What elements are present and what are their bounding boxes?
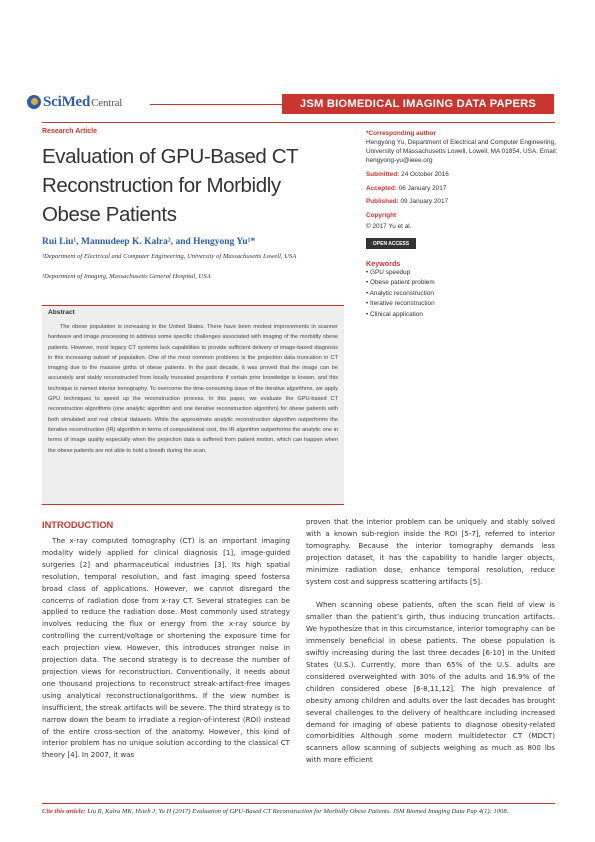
- keyword-item: • Iterative reconstruction: [366, 300, 435, 308]
- article-title: Evaluation of GPU-Based CT Reconstruction for Morbidly Obese Patients: [42, 145, 298, 226]
- logo-wordmark: SciMedCentral: [43, 93, 123, 110]
- keyword-item: • Analytic reconstruction: [366, 289, 434, 297]
- abstract-text: The obese population is increasing in the United States. There have been modest improvements in scanner hardware and image processing to address some specific challenges associated with imaging of the morbidly obese patients. However, most legacy CT systems lack capabilities to provide sufficient delivery of image-based diagnosis in this increasing subset of population. One of the most common problems is the projection data truncation in CT imaging due to the massive girths of obese patients. In the past decade, it was proved that the image can be accurately and stably reconstructed from locally truncated projections if certain prior knowledge is known, and this technique is named interior tomography. To overcome the time-consuming issue of the iterative algorithms, we apply GPU techniques to speed up the reconstruction process. In this paper, we evaluate the GPU-based CT reconstruction algorithms (one analytic algorithm and one iterative reconstruction algorithm) for obese patients with both simulated and real clinical datasets. While the approximate analytic reconstruction algorithm outperforms the iterative reconstruction (IR) algorithm in terms of computational cost, the IR algorithm outperforms the analytic one in terms of image quality especially when the projection data is suffered from patient motion, which can happen when the obese patients are not able to hold a breath during the scan.: [48, 324, 338, 454]
- affiliation-1: ¹Department of Electrical and Computer Engineering, University of Massachusetts Lowell, USA: [42, 253, 297, 260]
- copyright-value: © 2017 Yu et al.: [366, 223, 412, 230]
- author-list: Rui Liu¹, Mannudeep K. Kalra², and Hengyong Yu¹*: [42, 237, 256, 247]
- published-date: Published: 09 January 2017: [366, 198, 449, 205]
- scimed-logo-icon: [27, 95, 41, 109]
- header-rule: [42, 122, 555, 123]
- corresponding-author-label: *Corresponding author: [366, 130, 436, 137]
- paragraph: When scanning obese patients, often the scan field of view is smaller than the patient’s girth, thus inducing truncation artifacts. We hypothesize that in this circumstance, interior tomography can be immensely beneficial in obese patients. The obese population is swiftly increasing during the last three decades [6-10] in the United States (U.S.). Currently, more than 65% of the U.S. adults are considered overweighted with 30% of the adults and 16.9% of the children considered obese [6-8,11,12]. The high prevalence of obesity among children and adults over the last decades has brought several challenges to the delivery of healthcare including increased demand for imaging of obese patients to diagnose obesity-related comorbidities Although some modern multidetector CT (MDCT) scanners allow scanning of subjects weighing as much as 800 lbs with more efficient: [306, 600, 555, 765]
- paragraph: The x-ray computed tomography (CT) is an important imaging modality widely applied for clinical diagnosis [1], image-guided surgeries [2] and pharmaceutical industries [3]. Its high spatial resolution, temporal resolution, and fast imaging speed fostersa broad class of applications. However, we cannot disregard the concerns of radiation dose from x-ray CT. Several strategies can be applied to reduce the radiation dose. Most commonly used strategy involves reducing the flux or energy from the x-ray source by controlling the current/voltage or shortening the exposure time for each projection view. However, this introduces stronger noise in projection data. The second strategy is to decrease the number of projection views for reconstruction. Conventionally, it needs about one thousand projections to reconstruct streak-artifact-free images using analytical reconstructionalgorithms. If the view number is insufficient, the streak artifacts will be severe. The third strategy is to narrow down the beam to irradiate a region-of-interest (ROI) instead of the entire cross-section of the anatomy. However, this kind of interior problem has no unique solution according to the classical CT theory [4]. In 2007, it was: [42, 536, 290, 760]
- header-divider: [150, 104, 282, 105]
- paragraph: proven that the interior problem can be uniquely and stably solved with a known sub-region inside the ROI [5-7], referred to interior tomography. Because the interior tomography demands less projection dataset, it has the capability to handle larger objects, minimize radiation dose, enhance temporal resolution, reduce system cost and suppress scattering artifacts [5].: [306, 517, 555, 586]
- keyword-list: [366, 268, 435, 320]
- abstract-heading: Abstract: [48, 309, 75, 316]
- citation-line: Cite this article: Liu R, Kalra MK, Hsieh J, Yu H (2017) Evaluation of GPU-Based CT Reconstruction for Morbidly Obese Patients. JSM Biomed Imaging Data Pap 4(1): 1008.: [42, 808, 509, 815]
- submitted-date: Submitted: 24 October 2016: [366, 171, 449, 178]
- left-column: [42, 535, 290, 773]
- affiliation-2: ²Department of Imaging, Massachusetts General Hospital, USA: [42, 273, 211, 280]
- copyright-label: Copyright: [366, 212, 397, 219]
- accepted-date: Accepted: 06 January 2017: [366, 185, 447, 192]
- keyword-item: • Obese patient problem: [366, 279, 435, 287]
- keyword-item: • GPU speedup: [366, 269, 411, 276]
- journal-title-banner: JSM BIOMEDICAL IMAGING DATA PAPERS: [282, 94, 554, 114]
- footer-rule: [42, 803, 555, 804]
- right-column: [306, 516, 555, 778]
- keywords-heading: Keywords: [366, 259, 401, 268]
- corresponding-author-text: Hengyong Yu, Department of Electrical and Computer Engineering, University of Massachusetts Lowell, Lowell, MA 01854, USA, Email: hengyong-yu@ieee.org: [366, 139, 558, 165]
- open-access-badge: OPEN ACCESS: [366, 238, 416, 249]
- journal-logo: [27, 91, 122, 113]
- article-type: Research Article: [42, 128, 97, 135]
- introduction-heading: INTRODUCTION: [42, 520, 114, 530]
- keyword-item: • Clinical application: [366, 310, 423, 318]
